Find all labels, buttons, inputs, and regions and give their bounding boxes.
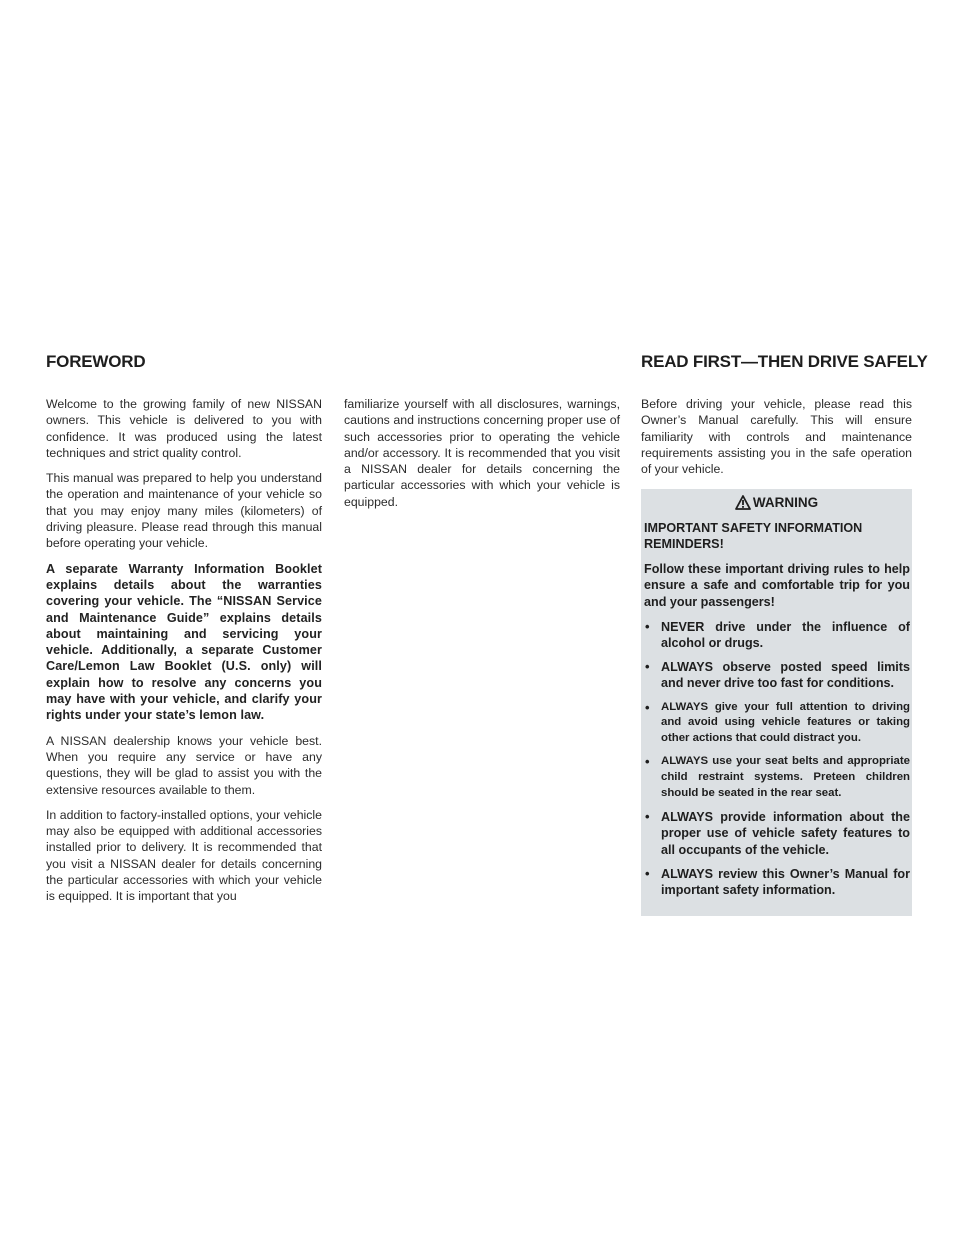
list-item: • ALWAYS observe posted speed limits and never drive too fast for conditions. (645, 659, 910, 691)
foreword-paragraph-5: In addition to factory-installed options, your vehicle may also be equipped with additional accessories installed prior to delivery. It is recommended that you visit a NISSAN dealer for details concerning the particular accessories with which your vehicle is equipped. It is important that you (46, 807, 322, 904)
warning-triangle-icon (735, 495, 751, 510)
bullet-icon: • (645, 659, 650, 675)
list-item: • ALWAYS give your full attention to driving and avoid using vehicle features or taking other actions that could distract you. (645, 699, 910, 744)
read-first-heading: READ FIRST—THEN DRIVE SAFELY (641, 352, 928, 371)
foreword-paragraph-2: This manual was prepared to help you understand the operation and maintenance of your vehicle so that you may enjoy many miles (kilometers) of driving pleasure. Please read through this manual before operating your vehicle. (46, 471, 322, 551)
warning-title: WARNING (752, 495, 819, 511)
warning-heading: IMPORTANT SAFETY INFORMATION REMINDERS! (644, 520, 863, 551)
foreword-heading: FOREWORD (46, 352, 146, 371)
warning-lead: Follow these important driving rules to help ensure a safe and comfortable trip for you and your passengers! (644, 562, 910, 609)
warning-list (644, 619, 910, 898)
list-item: • ALWAYS provide information about the proper use of vehicle safety features to all occupants of the vehicle. (645, 809, 910, 857)
warning-body (641, 520, 912, 898)
foreword-paragraph-4: A NISSAN dealership knows your vehicle best. When you require any service or have any questions, they will be glad to assist you with the extensive resources available to them. (46, 733, 322, 797)
read-first-column (641, 396, 912, 916)
bullet-icon: • (645, 618, 650, 634)
warning-header (641, 489, 912, 519)
foreword-warranty-paragraph: A separate Warranty Information Booklet explains details about the warranties covering your vehicle. The “NISSAN Service and Maintenance Guide” explains details about maintaining and servicing your vehicle. Additionally, a separate Customer Care/Lemon Law Booklet (U.S. only) will explain how to resolve any concerns you may have with your vehicle, and clarify your rights under your state’s lemon law. (46, 561, 322, 723)
bullet-icon: • (645, 699, 650, 715)
list-item: • ALWAYS use your seat belts and appropriate child restraint systems. Preteen children should be seated in the rear seat. (645, 754, 910, 799)
foreword-column-2 (344, 396, 620, 519)
list-item: • ALWAYS review this Owner’s Manual for important safety information. (645, 865, 910, 897)
bullet-icon: • (645, 809, 650, 825)
foreword-column-1 (46, 396, 322, 914)
foreword-paragraph-6: familiarize yourself with all disclosures, warnings, cautions and instructions concerning proper use of such accessories prior to operating the vehicle and/or accessory. It is recommended that you visit a NISSAN dealer for details concerning the particular accessories with which your vehicle is equipped. (344, 397, 620, 509)
bullet-icon: • (645, 865, 650, 881)
list-item: • NEVER drive under the influence of alcohol or drugs. (645, 618, 910, 650)
read-first-intro: Before driving your vehicle, please read this Owner’s Manual carefully. This will ensure familiarity with controls and maintenance requirements assisting you in the safe operation of your vehicle. (641, 397, 912, 477)
foreword-paragraph-1: Welcome to the growing family of new NISSAN owners. This vehicle is delivered to you with confidence. It was produced using the latest techniques and strict quality control. (46, 397, 322, 460)
bullet-icon: • (645, 754, 650, 770)
warning-box (641, 489, 912, 916)
